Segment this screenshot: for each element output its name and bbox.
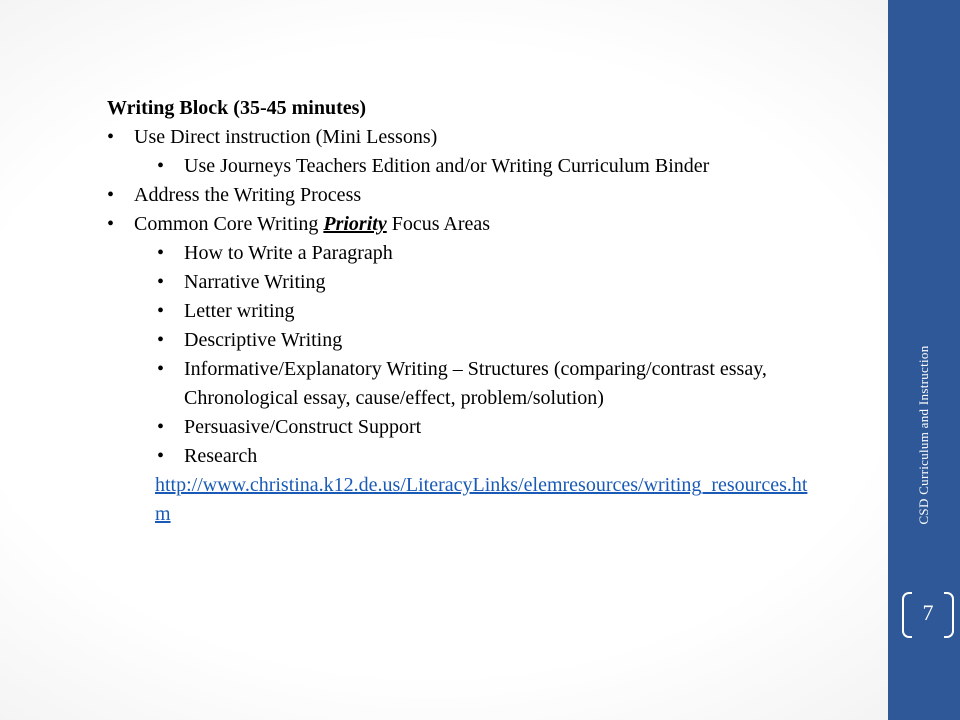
list-item-label-suffix: Focus Areas [386, 213, 491, 235]
focus-area-item [107, 297, 812, 326]
page-number-box [902, 592, 954, 636]
list-item-writing-process [107, 181, 812, 210]
focus-area-item [107, 413, 812, 442]
focus-area-label: Informative/Explanatory Writing – Structures (comparing/contrast essay, Chronological essay, cause/effect, problem/solution) [184, 358, 767, 409]
focus-area-item [107, 239, 812, 268]
footer-text: CSD Curriculum and Instruction [916, 345, 931, 525]
focus-area-label: Persuasive/Construct Support [184, 416, 422, 438]
bullet-icon: • [157, 329, 165, 351]
list-item-label: Use Direct instruction (Mini Lessons) [134, 126, 438, 148]
list-item-label: Address the Writing Process [134, 184, 362, 206]
bullet-icon: • [157, 445, 165, 467]
bullet-icon: • [157, 155, 165, 177]
bullet-icon: • [157, 271, 165, 293]
priority-emphasis: Priority [323, 213, 387, 235]
focus-area-item [107, 268, 812, 297]
bullet-icon: • [107, 213, 115, 235]
focus-area-item [107, 355, 812, 413]
resource-link-block [107, 471, 812, 529]
bullet-icon: • [157, 300, 165, 322]
focus-area-item [107, 326, 812, 355]
list-item-direct-instruction [107, 123, 812, 152]
page-number: 7 [922, 600, 934, 625]
bullet-icon: • [107, 126, 115, 148]
bullet-list [107, 123, 812, 471]
focus-area-label: How to Write a Paragraph [184, 242, 393, 264]
list-item-label: Use Journeys Teachers Edition and/or Writing Curriculum Binder [184, 155, 710, 177]
bullet-icon: • [157, 358, 165, 380]
bullet-icon: • [157, 242, 165, 264]
bullet-icon: • [157, 416, 165, 438]
focus-area-item [107, 442, 812, 471]
list-item-common-core [107, 210, 812, 239]
writing-resources-link[interactable]: http://www.christina.k12.de.us/LiteracyLinks/elemresources/writing_resources.htm [155, 474, 808, 525]
focus-area-label: Narrative Writing [184, 271, 326, 293]
focus-area-label: Research [184, 445, 258, 467]
list-item-journeys [107, 152, 812, 181]
focus-area-label: Descriptive Writing [184, 329, 343, 351]
focus-area-label: Letter writing [184, 300, 295, 322]
list-item-label-prefix: Common Core Writing [134, 213, 324, 235]
slide-title: Writing Block (35-45 minutes) [107, 97, 367, 119]
slide-content [107, 94, 812, 529]
bullet-icon: • [107, 184, 115, 206]
